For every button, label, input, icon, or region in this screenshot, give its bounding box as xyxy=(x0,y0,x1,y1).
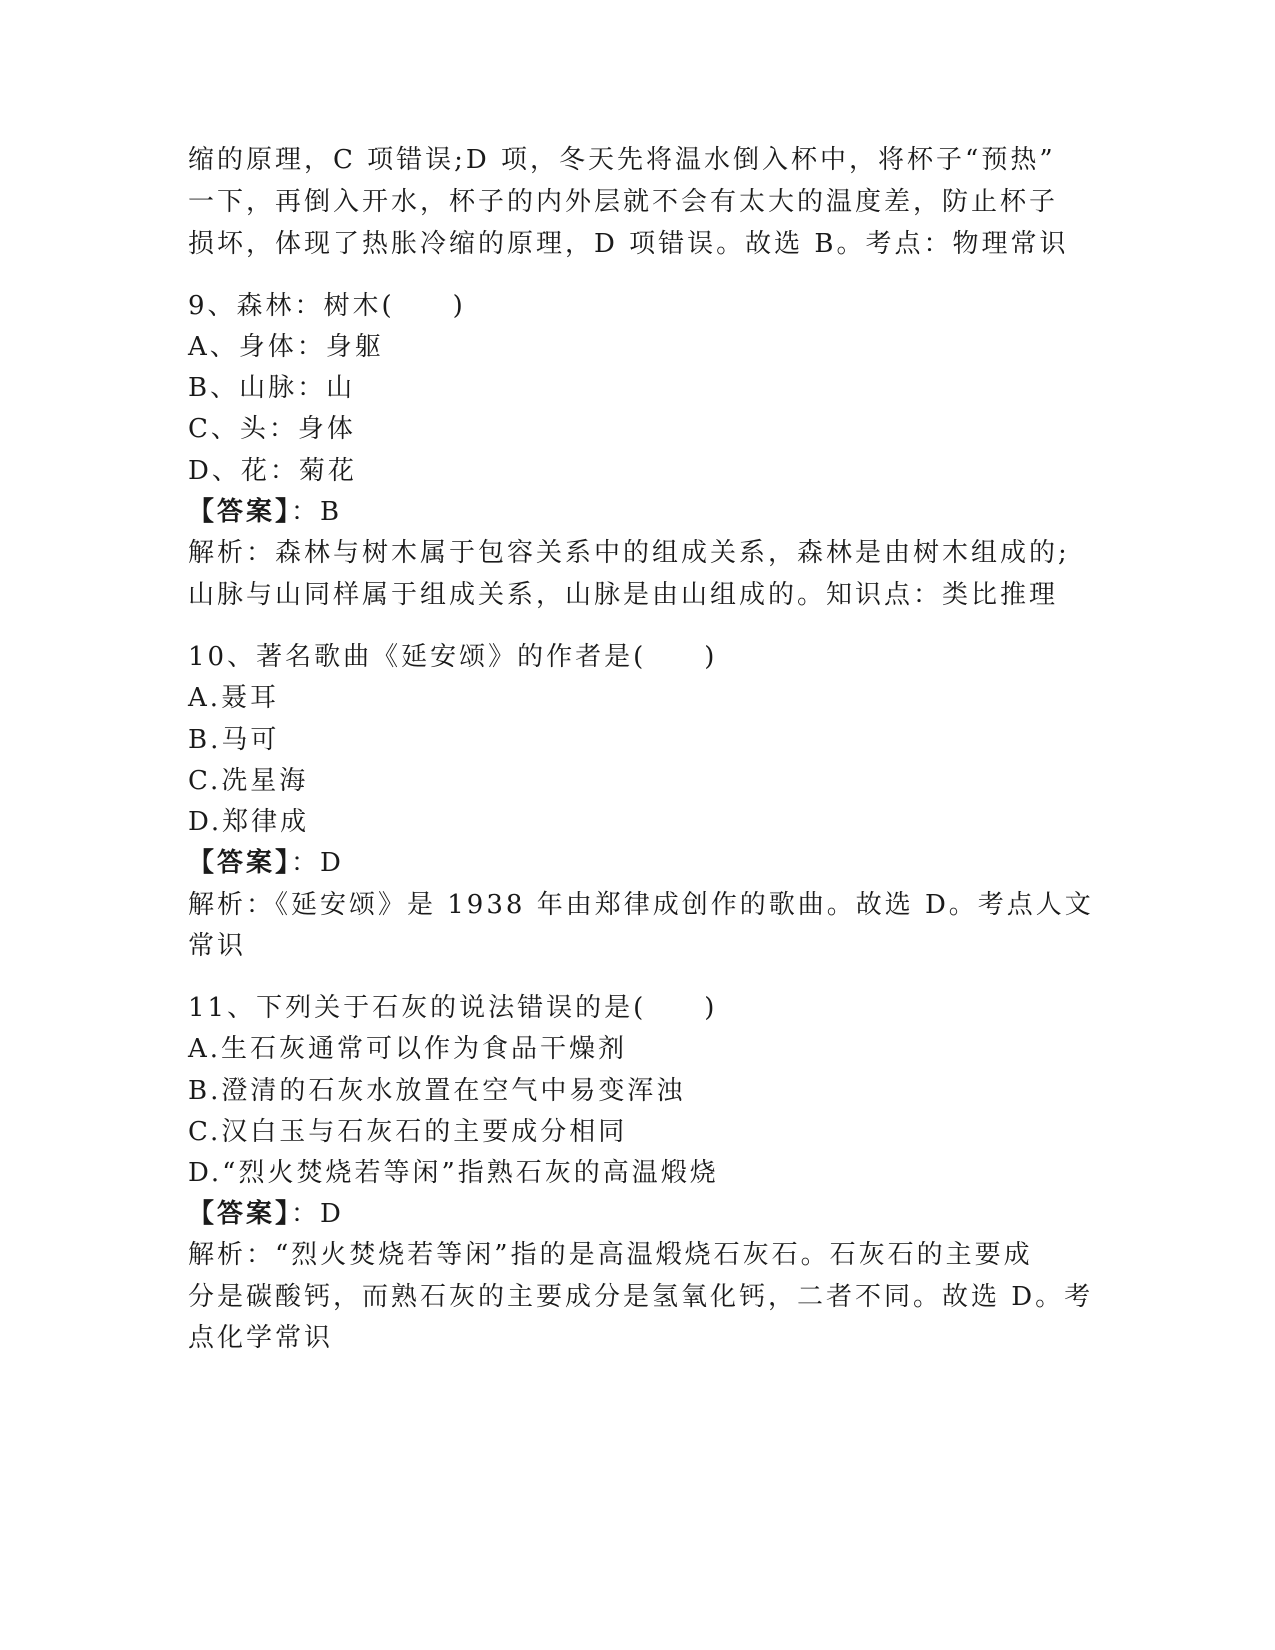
question-11-option-b: B.澄清的石灰水放置在空气中易变浑浊 xyxy=(188,1076,686,1106)
question-9-option-b: B、山脉：山 xyxy=(188,373,356,403)
question-11-analysis-line: 解析：“烈火焚烧若等闲”指的是高温煅烧石灰石。石灰石的主要成 xyxy=(188,1240,1033,1270)
answer-label: 【答案】 xyxy=(188,848,292,878)
question-9-option-a: A、身体：身躯 xyxy=(188,332,384,362)
question-10-stem: 10、著名歌曲《延安颂》的作者是( ) xyxy=(188,642,718,672)
answer-label: 【答案】 xyxy=(188,1199,292,1229)
question-10-option-b: B.马可 xyxy=(188,725,280,755)
continuation-line: 缩的原理，C 项错误;D 项，冬天先将温水倒入杯中，将杯子“预热” xyxy=(188,145,1056,175)
question-11-analysis-line: 点化学常识 xyxy=(188,1323,334,1353)
continuation-line: 一下，再倒入开水，杯子的内外层就不会有太大的温度差，防止杯子 xyxy=(188,187,1059,217)
answer-value: ：B xyxy=(291,497,343,527)
question-9-option-c: C、头：身体 xyxy=(188,414,356,444)
answer-label: 【答案】 xyxy=(188,497,292,527)
answer-value: ：D xyxy=(291,848,344,878)
question-10-answer xyxy=(188,848,344,878)
question-9-analysis-line: 解析：森林与树木属于包容关系中的组成关系，森林是由树木组成的; xyxy=(188,538,1070,568)
question-10-analysis-line: 常识 xyxy=(188,931,247,961)
question-11-stem: 11、下列关于石灰的说法错误的是( ) xyxy=(188,993,718,1023)
question-10-option-a: A.聂耳 xyxy=(188,683,280,713)
question-11-option-a: A.生石灰通常可以作为食品干燥剂 xyxy=(188,1034,628,1064)
question-9-stem: 9、森林：树木( ) xyxy=(188,291,466,321)
answer-value: ：D xyxy=(291,1199,344,1229)
question-9-answer xyxy=(188,497,342,527)
question-11-answer xyxy=(188,1199,344,1229)
question-11-option-c: C.汉白玉与石灰石的主要成分相同 xyxy=(188,1117,628,1147)
question-10-option-d: D.郑律成 xyxy=(188,807,310,837)
question-11-option-d: D.“烈火焚烧若等闲”指熟石灰的高温煅烧 xyxy=(188,1158,719,1188)
question-11-analysis-line: 分是碳酸钙，而熟石灰的主要成分是氢氧化钙，二者不同。故选 D。考 xyxy=(188,1282,1094,1312)
question-10-option-c: C.冼星海 xyxy=(188,766,309,796)
question-10-analysis-line: 解析：《延安颂》是 1938 年由郑律成创作的歌曲。故选 D。考点人文 xyxy=(188,890,1094,920)
continuation-line: 损坏，体现了热胀冷缩的原理，D 项错误。故选 B。考点：物理常识 xyxy=(188,229,1069,259)
question-9-analysis-line: 山脉与山同样属于组成关系，山脉是由山组成的。知识点：类比推理 xyxy=(188,580,1059,610)
question-9-option-d: D、花：菊花 xyxy=(188,456,357,486)
